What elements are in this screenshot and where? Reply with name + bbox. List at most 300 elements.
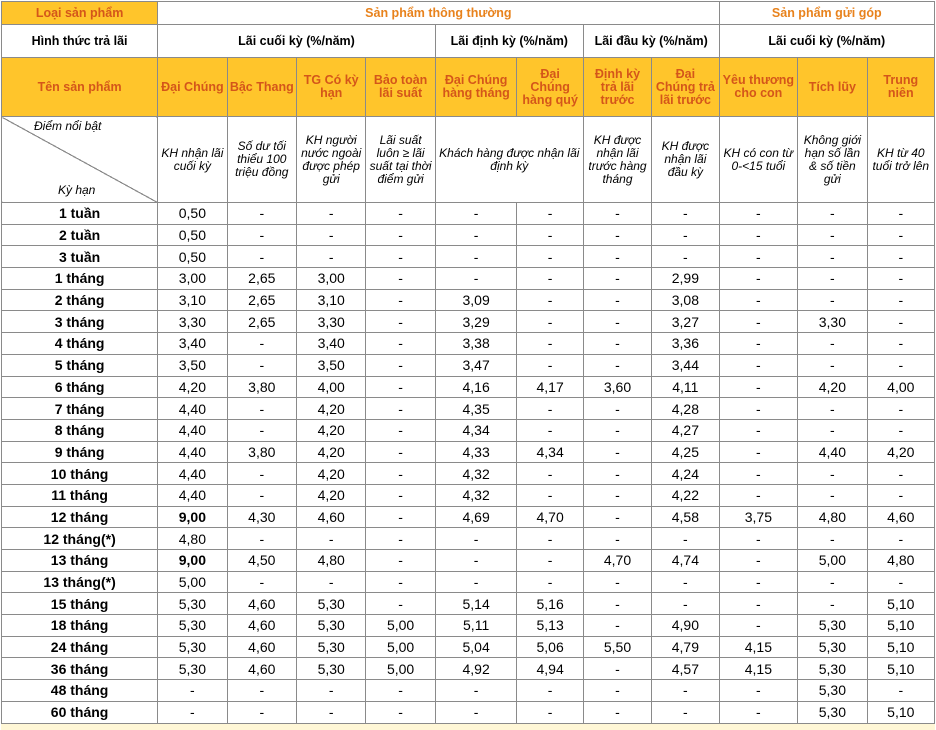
savings-end-term-header: Lãi cuối kỳ (%/năm) [719,25,934,58]
rate-cell: 4,35 [435,398,517,420]
rate-cell: 3,30 [798,311,867,333]
product-highlight: KH được nhận lãi trước hàng tháng [583,117,651,203]
rate-cell: - [867,484,934,506]
rate-cell: - [296,571,365,593]
rate-cell: 2,65 [227,268,296,290]
rate-cell: 4,00 [867,376,934,398]
product-name: Đại Chúng [158,58,227,117]
rate-cell: 5,16 [517,593,583,615]
rate-cell: 3,27 [652,311,719,333]
table-row [2,246,935,268]
table-row [2,419,935,441]
product-name: Trung niên [867,58,934,117]
rate-cell: - [719,550,798,572]
rate-cell: 4,94 [517,658,583,680]
rate-cell: 4,34 [517,441,583,463]
header-row-category [2,2,935,25]
rate-cell: - [366,289,435,311]
rate-cell: 4,33 [435,441,517,463]
rate-cell: - [583,701,651,723]
rate-cell: - [652,528,719,550]
table-row [2,680,935,702]
rate-cell: - [366,376,435,398]
term-cell: 13 tháng [2,550,158,572]
rate-cell: - [366,571,435,593]
table-row [2,203,935,225]
rate-cell: 4,40 [158,441,227,463]
rate-cell: - [867,463,934,485]
rate-cell: 4,20 [296,484,365,506]
rate-cell: - [719,615,798,637]
rate-cell: - [227,701,296,723]
rate-cell: 5,30 [296,658,365,680]
header-row-product-names [2,58,935,117]
header-row-payment-form [2,25,935,58]
rate-cell: - [517,484,583,506]
rate-cell: - [798,571,867,593]
rate-cell: 5,13 [517,615,583,637]
rate-cell: - [366,593,435,615]
rate-cell: - [366,701,435,723]
term-label: Kỳ hạn [58,183,96,197]
rate-cell: - [517,571,583,593]
rate-cell: - [719,203,798,225]
group-savings-products: Sản phẩm gửi góp [719,2,934,25]
rate-cell: - [227,484,296,506]
rate-cell: - [517,419,583,441]
rate-cell: 4,00 [296,376,365,398]
rate-cell: 3,10 [296,289,365,311]
rate-cell: 4,32 [435,463,517,485]
term-cell: 8 tháng [2,419,158,441]
term-cell: 3 tuần [2,246,158,268]
rate-rows [2,203,935,724]
table-row [2,333,935,355]
rate-cell: - [798,203,867,225]
rate-cell: - [227,419,296,441]
rate-cell: - [719,376,798,398]
rate-cell: - [517,701,583,723]
table-row [2,398,935,420]
table-row [2,636,935,658]
rate-cell: - [583,398,651,420]
rate-cell: 5,30 [158,636,227,658]
diagonal-header-cell [2,117,158,203]
rate-cell: - [227,354,296,376]
rate-cell: - [798,593,867,615]
product-name: Đại Chúng hàng tháng [435,58,517,117]
group-regular-products: Sản phẩm thông thường [158,2,719,25]
rate-cell: - [798,398,867,420]
product-name: Định kỳ trả lãi trước [583,58,651,117]
header-row-highlights [2,117,935,203]
rate-cell: - [435,224,517,246]
table-row [2,224,935,246]
rate-cell: - [719,268,798,290]
rate-cell: - [719,463,798,485]
rate-cell: 5,10 [867,701,934,723]
term-cell: 48 tháng [2,680,158,702]
rate-cell: - [517,289,583,311]
rate-cell: 4,60 [227,658,296,680]
rate-cell: - [366,441,435,463]
rate-cell: 4,17 [517,376,583,398]
rate-cell: - [366,311,435,333]
rate-cell: - [296,224,365,246]
rate-cell: 4,80 [867,550,934,572]
rate-cell: - [366,268,435,290]
rate-cell: - [798,463,867,485]
rate-cell: 3,60 [583,376,651,398]
table-row [2,354,935,376]
rate-cell: - [583,246,651,268]
rate-cell: - [583,506,651,528]
rate-cell: - [435,268,517,290]
rate-cell: - [517,354,583,376]
rate-cell: - [435,528,517,550]
rate-cell: - [652,246,719,268]
rate-cell: 4,30 [227,506,296,528]
term-cell: 2 tuần [2,224,158,246]
term-cell: 1 tháng [2,268,158,290]
rate-cell: 3,00 [158,268,227,290]
rate-cell: - [366,398,435,420]
rate-cell: 4,60 [227,593,296,615]
rate-cell: 5,30 [296,636,365,658]
rate-cell: - [517,333,583,355]
rate-cell: - [517,463,583,485]
table-row [2,615,935,637]
rate-cell: 4,80 [798,506,867,528]
end-term-interest-header: Lãi cuối kỳ (%/năm) [158,25,436,58]
rate-cell: 5,30 [296,615,365,637]
rate-cell: - [227,571,296,593]
rate-cell: 4,40 [158,463,227,485]
product-name: Tích lũy [798,58,867,117]
rate-cell: 3,38 [435,333,517,355]
term-cell: 18 tháng [2,615,158,637]
rate-cell: 4,92 [435,658,517,680]
rate-cell: - [583,441,651,463]
rate-cell: 5,30 [798,658,867,680]
rate-cell: 0,50 [158,224,227,246]
table-row [2,463,935,485]
rate-cell: - [517,268,583,290]
payment-form-label: Hình thức trả lãi [2,25,158,58]
rate-cell: 4,40 [158,398,227,420]
rate-cell: - [583,333,651,355]
rate-cell: - [798,419,867,441]
rate-cell: - [867,203,934,225]
term-cell: 60 tháng [2,701,158,723]
term-cell: 3 tháng [2,311,158,333]
rate-cell: - [583,268,651,290]
rate-cell: - [719,246,798,268]
term-cell: 9 tháng [2,441,158,463]
upfront-interest-header: Lãi đầu kỳ (%/năm) [583,25,719,58]
table-row [2,311,935,333]
rate-cell: 2,99 [652,268,719,290]
table-row [2,701,935,723]
rate-cell: 5,00 [366,636,435,658]
rate-cell: - [366,333,435,355]
rate-cell: - [867,528,934,550]
rate-cell: 4,70 [583,550,651,572]
rate-cell: - [583,311,651,333]
rate-cell: - [583,658,651,680]
rate-cell: - [366,224,435,246]
rate-cell: - [366,203,435,225]
rate-cell: - [517,550,583,572]
rate-cell: 2,65 [227,311,296,333]
rate-cell: 5,04 [435,636,517,658]
rate-cell: - [158,680,227,702]
rate-cell: 4,40 [158,419,227,441]
rate-cell: - [719,289,798,311]
rate-cell: 4,69 [435,506,517,528]
rate-cell: 5,30 [158,593,227,615]
rate-cell: - [435,203,517,225]
rate-cell: 4,40 [158,484,227,506]
rate-cell: 3,50 [296,354,365,376]
table-row [2,658,935,680]
rate-cell: - [435,680,517,702]
rate-cell: - [366,680,435,702]
rate-cell: - [366,528,435,550]
rate-cell: - [719,419,798,441]
rate-cell: 5,30 [798,636,867,658]
rate-cell: - [867,680,934,702]
rate-cell: 3,40 [158,333,227,355]
rate-cell: 0,50 [158,203,227,225]
rate-cell: 0,50 [158,246,227,268]
rate-cell: - [583,224,651,246]
rate-cell: 3,08 [652,289,719,311]
rate-cell: 5,50 [583,636,651,658]
rate-cell: - [798,354,867,376]
rate-cell: 5,00 [366,658,435,680]
rate-cell: - [719,311,798,333]
rate-cell: - [798,289,867,311]
rate-cell: 4,15 [719,658,798,680]
rate-cell: - [583,680,651,702]
table-row [2,268,935,290]
rate-cell: 5,06 [517,636,583,658]
rate-cell: 4,24 [652,463,719,485]
rate-cell: 4,20 [158,376,227,398]
table-row [2,593,935,615]
rate-cell: 3,10 [158,289,227,311]
rate-cell: - [652,680,719,702]
rate-cell: 5,30 [798,680,867,702]
rate-cell: - [867,224,934,246]
term-cell: 10 tháng [2,463,158,485]
rate-table-container [0,1,936,724]
rate-cell: - [583,528,651,550]
rate-cell: - [867,354,934,376]
product-highlight: KH người nước ngoài được phép gửi [296,117,365,203]
rate-cell: 4,20 [296,419,365,441]
rate-cell: - [517,203,583,225]
rate-cell: 5,14 [435,593,517,615]
rate-cell: 4,60 [227,615,296,637]
rate-cell: - [366,506,435,528]
rate-cell: - [583,593,651,615]
rate-cell: - [798,224,867,246]
rate-cell: 3,30 [158,311,227,333]
rate-cell: 4,74 [652,550,719,572]
rate-cell: - [719,333,798,355]
rate-cell: 5,30 [158,615,227,637]
rate-cell: - [366,484,435,506]
rate-cell: 5,10 [867,593,934,615]
product-name-label: Tên sản phẩm [2,58,158,117]
rate-cell: 5,00 [158,571,227,593]
product-name: TG Có kỳ hạn [296,58,365,117]
term-cell: 5 tháng [2,354,158,376]
rate-cell: 4,58 [652,506,719,528]
rate-cell: 4,11 [652,376,719,398]
rate-cell: - [798,246,867,268]
rate-cell: - [227,463,296,485]
rate-cell: 4,70 [517,506,583,528]
rate-cell: 5,10 [867,615,934,637]
rate-cell: - [719,701,798,723]
rate-cell: - [867,571,934,593]
rate-cell: 4,40 [798,441,867,463]
rate-cell: 9,00 [158,506,227,528]
rate-cell: - [517,680,583,702]
term-cell: 11 tháng [2,484,158,506]
rate-cell: - [366,419,435,441]
product-name: Bảo toàn lãi suất [366,58,435,117]
rate-cell: 4,20 [296,463,365,485]
product-highlight: KH được nhận lãi đầu kỳ [652,117,719,203]
rate-cell: 4,16 [435,376,517,398]
rate-cell: - [719,398,798,420]
rate-cell: 2,65 [227,289,296,311]
table-row [2,376,935,398]
rate-cell: - [517,528,583,550]
rate-cell: - [296,680,365,702]
rate-cell: - [583,203,651,225]
term-cell: 13 tháng(*) [2,571,158,593]
rate-cell: - [652,593,719,615]
rate-cell: 5,11 [435,615,517,637]
rate-cell: - [719,224,798,246]
rate-cell: 3,36 [652,333,719,355]
rate-cell: 3,40 [296,333,365,355]
rate-cell: - [435,550,517,572]
rate-cell: - [719,441,798,463]
rate-cell: 4,34 [435,419,517,441]
rate-cell: 4,32 [435,484,517,506]
table-row [2,528,935,550]
rate-cell: - [296,203,365,225]
rate-cell: - [583,463,651,485]
rate-cell: - [798,484,867,506]
category-label: Loại sản phẩm [2,2,158,25]
rate-cell: - [867,419,934,441]
rate-cell: 5,30 [798,615,867,637]
product-highlight: Lãi suất luôn ≥ lãi suất tại thời điểm gửi [366,117,435,203]
rate-cell: - [719,680,798,702]
product-highlight: KH từ 40 tuổi trở lên [867,117,934,203]
rate-cell: - [719,484,798,506]
rate-cell: - [652,571,719,593]
rate-cell: 3,00 [296,268,365,290]
rate-cell: 4,25 [652,441,719,463]
rate-cell: - [719,571,798,593]
rate-cell: 3,80 [227,441,296,463]
rate-cell: 4,20 [296,398,365,420]
rate-cell: - [583,571,651,593]
rate-cell: 4,20 [867,441,934,463]
product-name: Yêu thương cho con [719,58,798,117]
rate-cell: 5,10 [867,636,934,658]
rate-cell: - [366,354,435,376]
rate-cell: 4,80 [158,528,227,550]
rate-cell: 4,60 [296,506,365,528]
highlight-label: Điểm nổi bật [34,119,102,133]
rate-cell: - [583,289,651,311]
rate-cell: - [158,701,227,723]
rate-cell: - [227,246,296,268]
product-highlight: Khách hàng được nhận lãi định kỳ [435,117,583,203]
rate-cell: 4,27 [652,419,719,441]
rate-cell: - [867,246,934,268]
term-cell: 36 tháng [2,658,158,680]
rate-cell: 5,30 [158,658,227,680]
rate-cell: - [867,289,934,311]
rate-cell: 5,00 [798,550,867,572]
rate-cell: 4,79 [652,636,719,658]
product-name: Đại Chúng hàng quý [517,58,583,117]
rate-cell: - [583,354,651,376]
rate-cell: - [435,571,517,593]
rate-cell: - [583,484,651,506]
rate-cell: 3,80 [227,376,296,398]
rate-cell: 4,22 [652,484,719,506]
term-cell: 6 tháng [2,376,158,398]
rate-cell: 3,30 [296,311,365,333]
product-name: Bậc Thang [227,58,296,117]
rate-cell: 4,60 [867,506,934,528]
table-row [2,506,935,528]
rate-cell: 3,75 [719,506,798,528]
rate-cell: - [296,701,365,723]
term-cell: 7 tháng [2,398,158,420]
rate-cell: 4,15 [719,636,798,658]
rate-cell: - [227,333,296,355]
term-cell: 4 tháng [2,333,158,355]
term-cell: 24 tháng [2,636,158,658]
rate-cell: - [583,615,651,637]
rate-cell: 4,20 [798,376,867,398]
rate-cell: 3,44 [652,354,719,376]
table-row [2,571,935,593]
rate-cell: 4,50 [227,550,296,572]
rate-cell: - [719,528,798,550]
rate-cell: - [517,246,583,268]
rate-cell: - [227,203,296,225]
term-cell: 2 tháng [2,289,158,311]
rate-cell: - [652,701,719,723]
rate-cell: - [227,398,296,420]
footer-strip [1,723,935,730]
table-row [2,289,935,311]
rate-cell: - [798,333,867,355]
